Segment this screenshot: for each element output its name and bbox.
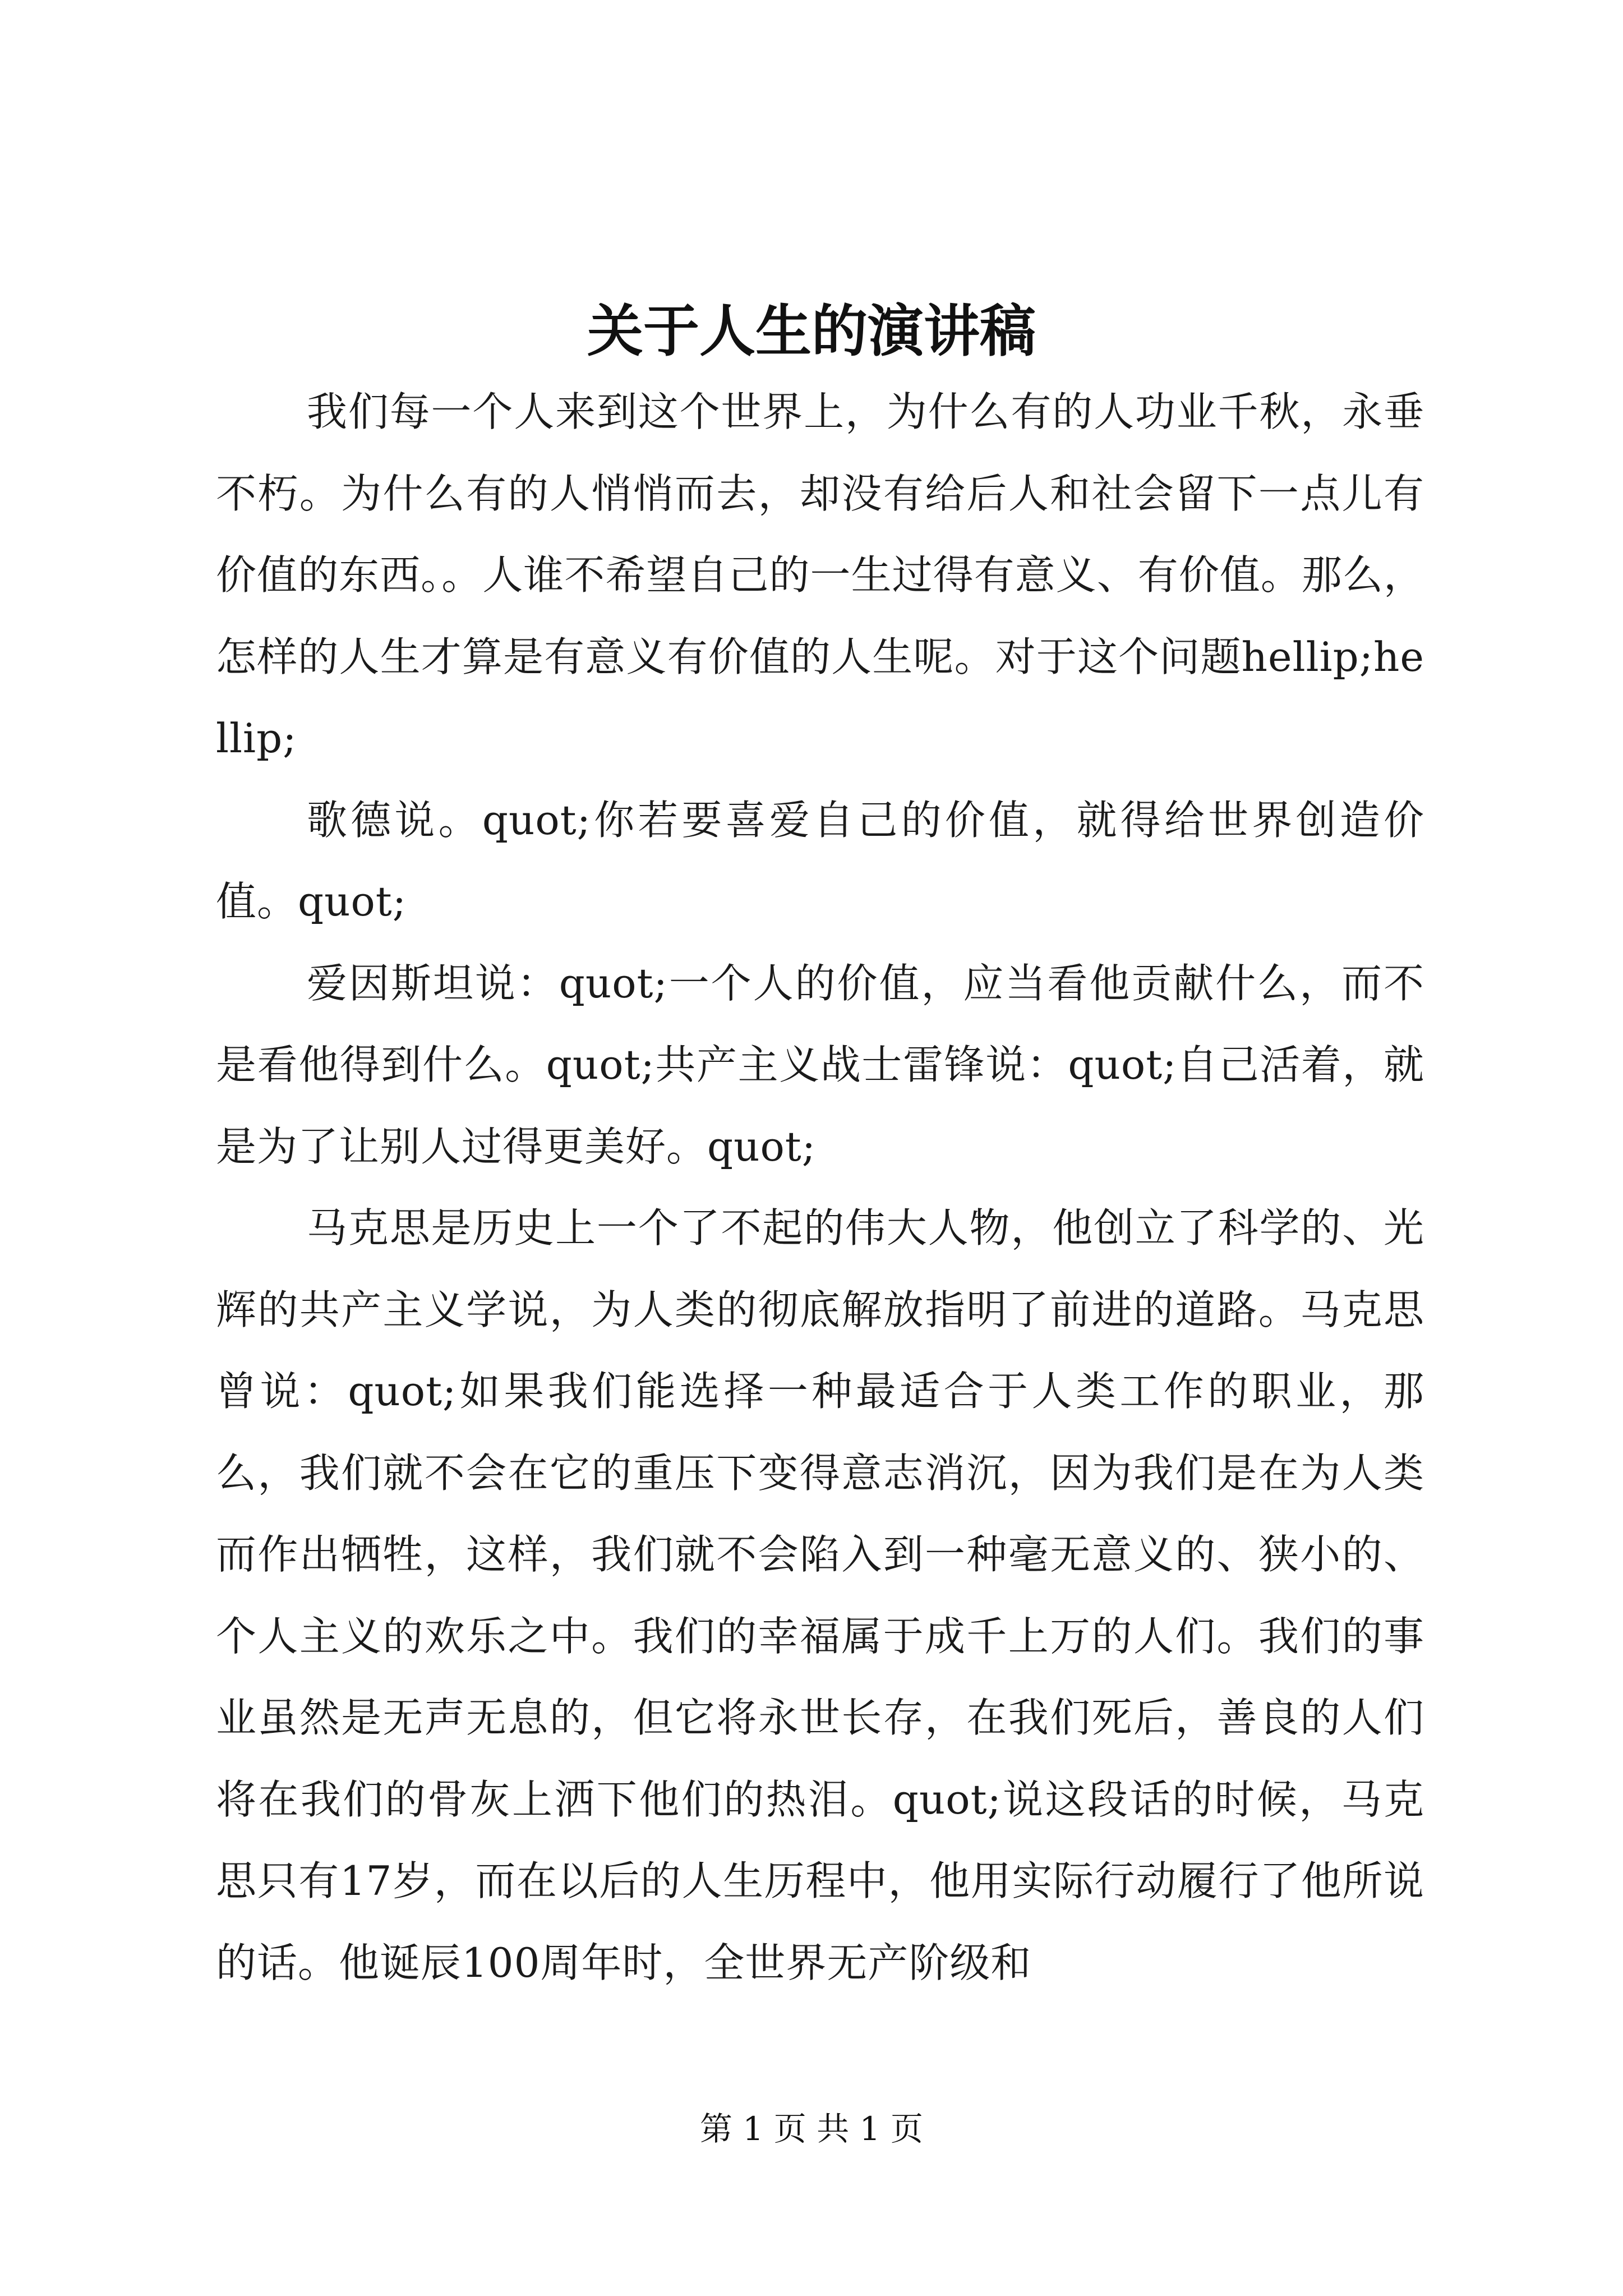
paragraph: 马克思是历史上一个了不起的伟大人物，他创立了科学的、光辉的共产主义学说，为人类的彻底解放指明了前进的道路。马克思曾说：quot;如果我们能选择一种最适合于人类工作的职业，那么，我们就不会在它的重压下变得意志消沉，因为我们是在为人类而作出牺牲，这样，我们就不会陷入到一种毫无意义的、狭小的、个人主义的欢乐之中。我们的幸福属于成千上万的人们。我们的事业虽然是无声无息的，但它将永世长存，在我们死后，善良的人们将在我们的骨灰上洒下他们的热泪。quot;说这段话的时候，马克思只有17岁，而在以后的人生历程中，他用实际行动履行了他所说的话。他诞辰100周年时，全世界无产阶级和 <box>216 1204 1424 1986</box>
page-number-footer: 第 1 页 共 1 页 <box>700 2110 923 2148</box>
paragraph: 歌德说。quot;你若要喜爱自己的价值，就得给世界创造价值。quot; <box>216 796 1424 925</box>
paragraph: 我们每一个人来到这个世界上，为什么有的人功业千秋，永垂不朽。为什么有的人悄悄而去，却没有给后人和社会留下一点儿有价值的东西。。人谁不希望自己的一生过得有意义、有价值。那么，怎样的人生才算是有意义有价值的人生呢。对于这个问题hellip;hellip; <box>216 388 1424 762</box>
document-body <box>216 371 1424 2004</box>
document-title: 关于人生的演讲稿 <box>587 298 1036 364</box>
paragraph: 爱因斯坦说：quot;一个人的价值，应当看他贡献什么，而不是看他得到什么。quot;共产主义战士雷锋说：quot;自己活着，就是为了让别人过得更美好。quot; <box>216 959 1424 1170</box>
